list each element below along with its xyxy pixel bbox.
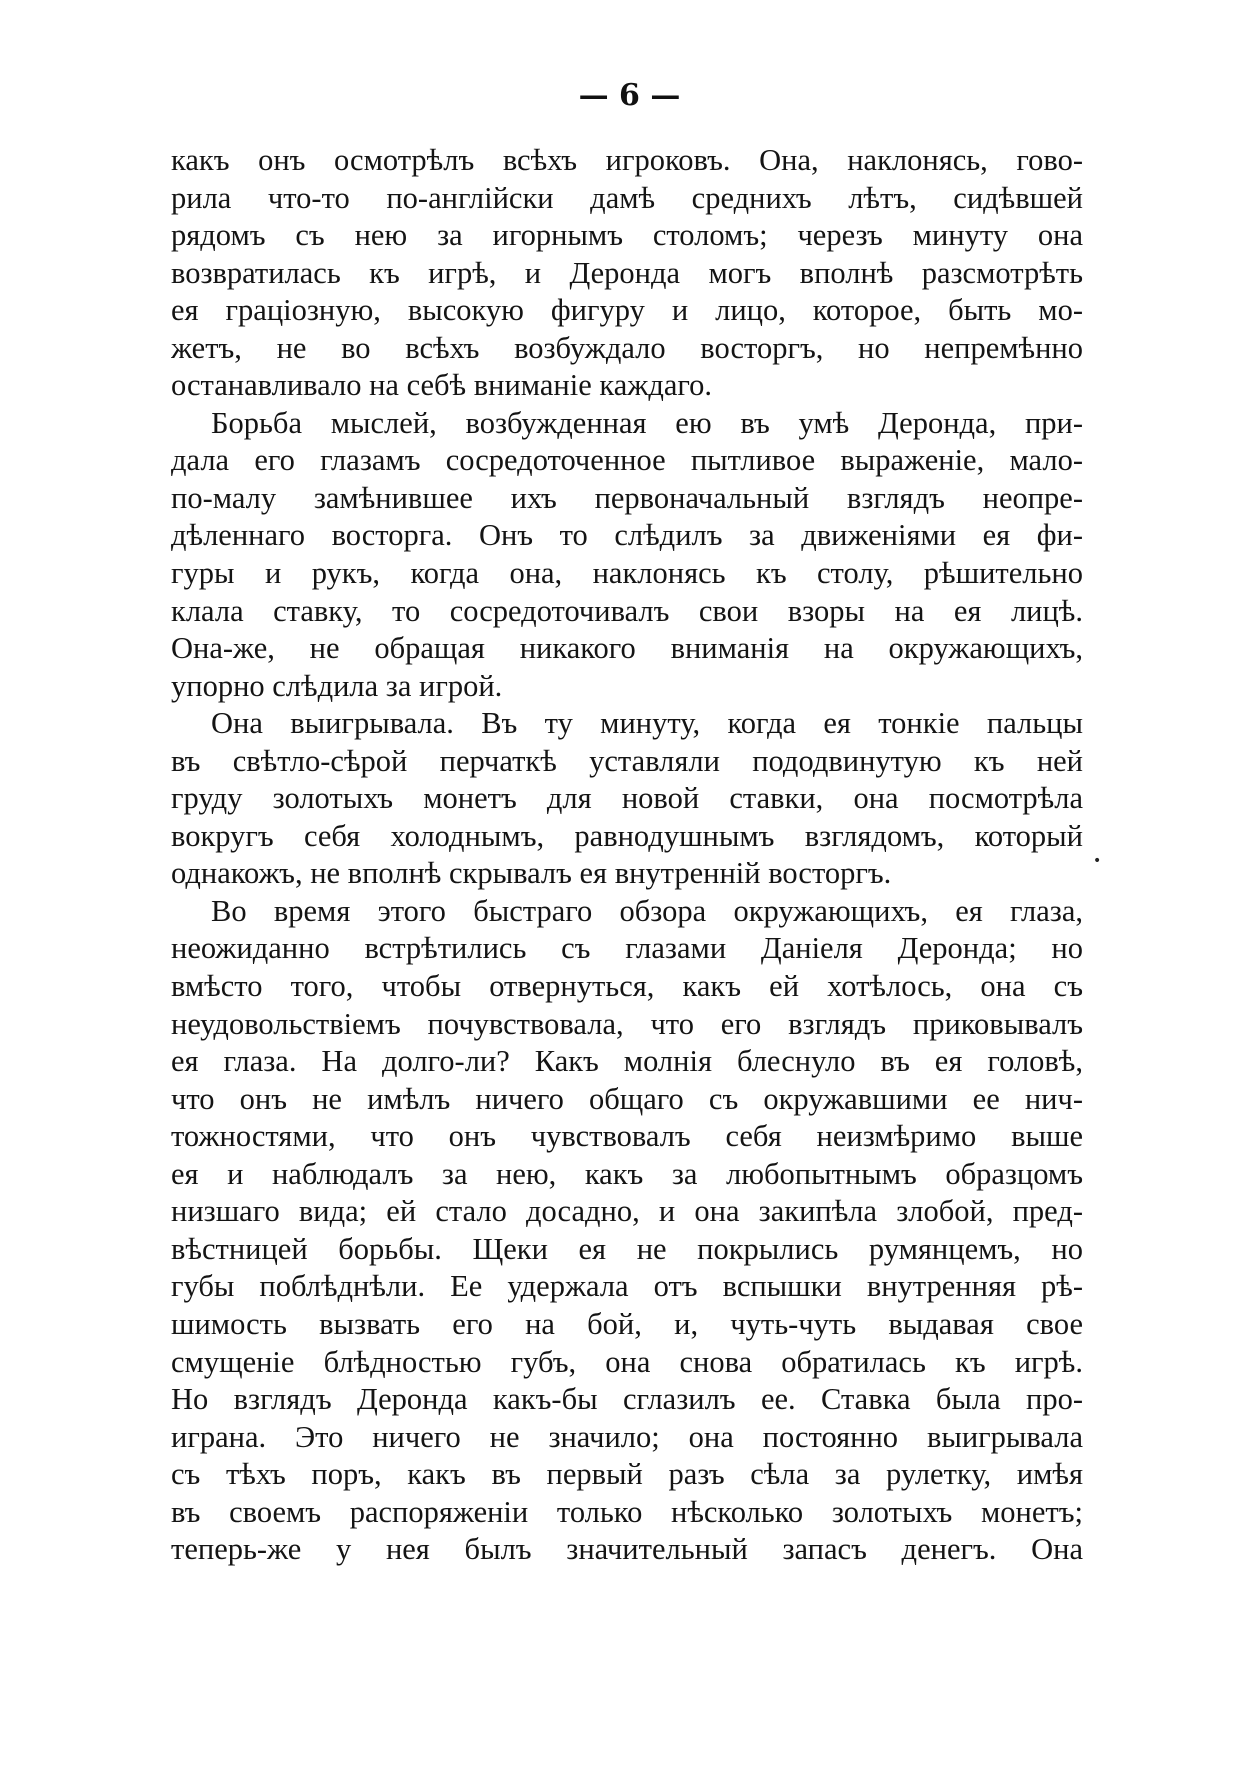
text-line: рила что-то по-англійски дамѣ среднихъ лѣтъ, сидѣвшей	[171, 180, 1083, 215]
paragraph-start-line: Борьба мыслей, возбужденная ею въ умѣ Деронда, при-	[211, 405, 1083, 440]
text-line: клала ставку, то сосредоточивалъ свои взоры на ея лицѣ.	[171, 593, 1083, 628]
text-line: гуры и рукъ, когда она, наклонясь къ столу, рѣшительно	[171, 556, 1083, 591]
text-line: неожиданно встрѣтились съ глазами Даніеля Деронда; но	[171, 931, 1083, 966]
text-line: груду золотыхъ монетъ для новой ставки, она посмотрѣла	[171, 781, 1083, 816]
text-line: дѣленнаго восторга. Онъ то слѣдилъ за движеніями ея фи-	[171, 518, 1083, 553]
text-line: вѣстницей борьбы. Щеки ея не покрылись румянцемъ, но	[171, 1231, 1083, 1266]
text-line: ея глаза. На долго-ли? Какъ молнія блеснуло въ ея головѣ,	[171, 1044, 1083, 1079]
text-line: ея граціозную, высокую фигуру и лицо, которое, быть мо-	[171, 293, 1083, 328]
paragraph-start-line: Она выигрывала. Въ ту минуту, когда ея тонкіе пальцы	[211, 706, 1083, 741]
stray-print-mark: •	[1093, 853, 1102, 869]
text-line: ея и наблюдалъ за нею, какъ за любопытнымъ образцомъ	[171, 1156, 1083, 1191]
text-line: въ свѣтло-сѣрой перчаткѣ уставляли пододвинутую къ ней	[171, 743, 1083, 778]
text-line: по-малу замѣнившее ихъ первоначальный взглядъ неопре-	[171, 480, 1083, 515]
page-number: — 6 —	[578, 78, 681, 113]
text-line: губы поблѣднѣли. Ее удержала отъ вспышки внутренняя рѣ-	[171, 1269, 1083, 1304]
text-line: Но взглядъ Деронда какъ-бы сглазилъ ее. Ставка была про-	[171, 1382, 1083, 1417]
text-line: однакожъ, не вполнѣ скрывалъ ея внутренній восторгъ.	[171, 856, 892, 891]
text-line: возвратилась къ игрѣ, и Деронда могъ вполнѣ разсмотрѣть	[171, 255, 1083, 290]
text-line: жетъ, не во всѣхъ возбуждало восторгъ, но непремѣнно	[171, 330, 1083, 365]
text-line: что онъ не имѣлъ ничего общаго съ окружавшими ее нич-	[171, 1081, 1083, 1116]
text-line: смущеніе блѣдностью губъ, она снова обратилась къ игрѣ.	[171, 1344, 1083, 1379]
text-line: тожностями, что онъ чувствовалъ себя неизмѣримо выше	[171, 1119, 1083, 1154]
text-line: вмѣсто того, чтобы отвернуться, какъ ей хотѣлось, она съ	[171, 969, 1083, 1004]
text-line: шимость вызвать его на бой, и, чуть-чуть выдавая свое	[171, 1306, 1083, 1341]
text-line: какъ онъ осмотрѣлъ всѣхъ игроковъ. Она, наклонясь, гово-	[171, 143, 1083, 177]
text-line: низшаго вида; ей стало досадно, и она закипѣла злобой, пред-	[171, 1194, 1083, 1229]
text-line: теперь-же у нея былъ значительный запасъ денегъ. Она	[171, 1532, 1083, 1567]
text-line: рядомъ съ нею за игорнымъ столомъ; черезъ минуту она	[171, 218, 1083, 253]
text-line: играна. Это ничего не значило; она постоянно выигрывала	[171, 1419, 1083, 1454]
text-line: въ своемъ распоряженіи только нѣсколько золотыхъ монетъ;	[171, 1494, 1083, 1529]
text-line: дала его глазамъ сосредоточенное пытливое выраженіе, мало-	[171, 443, 1083, 478]
body-text	[171, 142, 1083, 1569]
text-line: Она-же, не обращая никакого вниманія на окружающихъ,	[171, 631, 1083, 666]
text-line: останавливало на себѣ вниманіе каждаго.	[171, 368, 713, 403]
text-line: вокругъ себя холоднымъ, равнодушнымъ взглядомъ, который	[171, 818, 1083, 853]
text-line: упорно слѣдила за игрой.	[171, 668, 503, 703]
text-line: неудовольствіемъ почувствовала, что его взглядъ приковывалъ	[171, 1006, 1083, 1041]
paragraph-start-line: Во время этого быстраго обзора окружающихъ, ея глаза,	[211, 893, 1083, 928]
text-line: съ тѣхъ поръ, какъ въ первый разъ сѣла за рулетку, имѣя	[171, 1457, 1083, 1492]
